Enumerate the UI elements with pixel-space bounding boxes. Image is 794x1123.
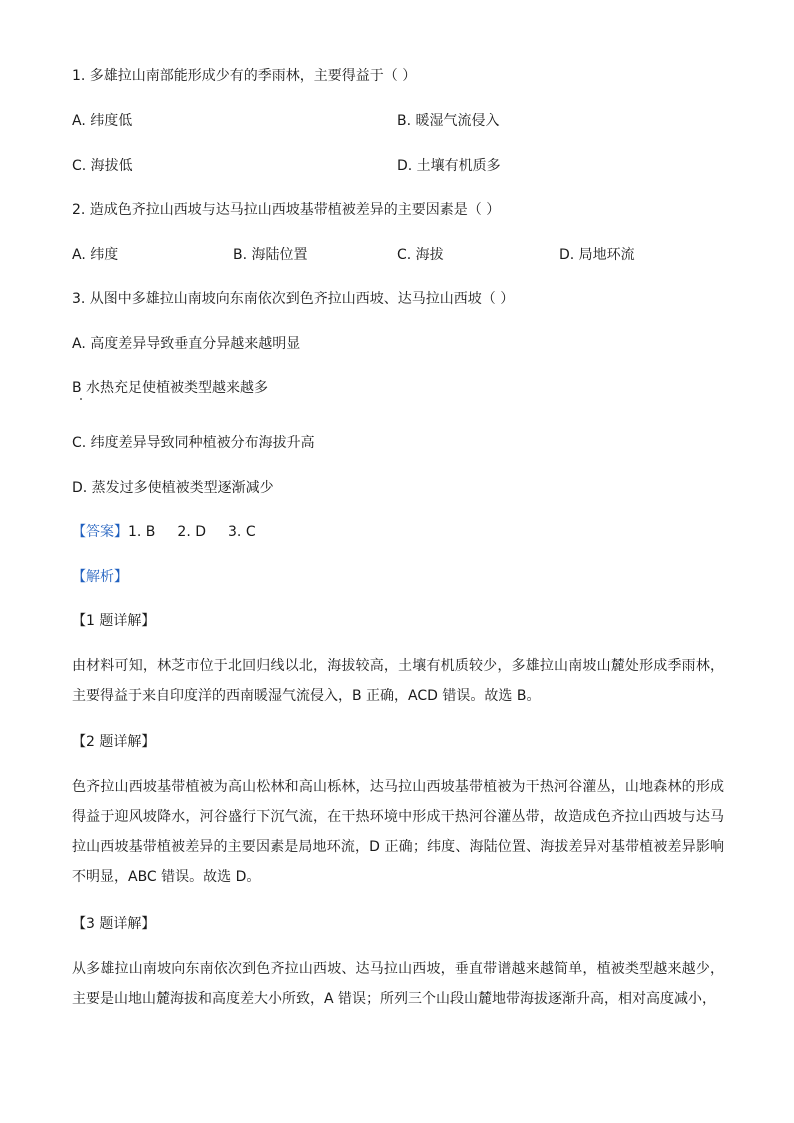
question-3-option-b: B 水热充足使植被类型越来越多 (72, 380, 269, 396)
analysis-label: 【解析】 (72, 569, 128, 585)
question-2-option-b: B. 海陆位置 (233, 247, 308, 263)
detail-3-label: 【3 题详解】 (72, 916, 156, 932)
stray-dot-mark (80, 398, 82, 400)
question-2-option-c: C. 海拔 (397, 247, 444, 263)
question-1-option-b: B. 暖湿气流侵入 (397, 113, 500, 129)
detail-1-text: 由材料可知，林芝市位于北回归线以北，海拔较高，土壤有机质较少，多雄拉山南坡山麓处形成季雨林，主要得益于来自印度洋的西南暖湿气流侵入，B 正确，ACD 错误。故选 B。 (72, 658, 724, 704)
answer-item-3: 3. C (228, 524, 256, 540)
detail-1-label: 【1 题详解】 (72, 613, 156, 629)
question-3-option-c: C. 纬度差异导致同种植被分布海拔升高 (72, 435, 315, 451)
question-2-stem: 2. 造成色齐拉山西坡与达马拉山西坡基带植被差异的主要因素是（ ） (72, 202, 501, 218)
question-2-option-d: D. 局地环流 (559, 247, 635, 263)
detail-3-text: 从多雄拉山南坡向东南依次到色齐拉山西坡、达马拉山西坡，垂直带谱越来越简单，植被类型越来越少，主要是山地山麓海拔和高度差大小所致，A 错误；所列三个山段山麓地带海拔逐渐升高，相对高度减小， (72, 961, 724, 1007)
question-3-option-a: A. 高度差异导致垂直分异越来越明显 (72, 336, 301, 352)
question-1-option-d: D. 土壤有机质多 (397, 158, 501, 174)
detail-2-label: 【2 题详解】 (72, 734, 156, 750)
question-1-option-c: C. 海拔低 (72, 158, 133, 174)
question-3-option-d: D. 蒸发过多使植被类型逐渐减少 (72, 480, 274, 496)
question-3-stem: 3. 从图中多雄拉山南坡向东南依次到色齐拉山西坡、达马拉山西坡（ ） (72, 291, 515, 307)
detail-2-text: 色齐拉山西坡基带植被为高山松林和高山栎林，达马拉山西坡基带植被为干热河谷灌丛，山地森林的形成得益于迎风坡降水，河谷盛行下沉气流，在干热环境中形成干热河谷灌丛带，故造成色齐拉山西坡与达马拉山西坡基带植被差异的主要因素是局地环流，D 正确；纬度、海陆位置、海拔差异对基带植被差异影响不明显，ABC 错误。故选 D。 (72, 779, 724, 885)
question-1-stem: 1. 多雄拉山南部能形成少有的季雨林，主要得益于（ ） (72, 68, 417, 84)
answer-item-2: 2. D (177, 524, 207, 540)
answer-label: 【答案】 (72, 524, 128, 540)
question-2-option-a: A. 纬度 (72, 247, 119, 263)
question-1-option-a: A. 纬度低 (72, 113, 133, 129)
answer-item-1: 1. B (128, 524, 156, 540)
answer-row (72, 522, 256, 542)
